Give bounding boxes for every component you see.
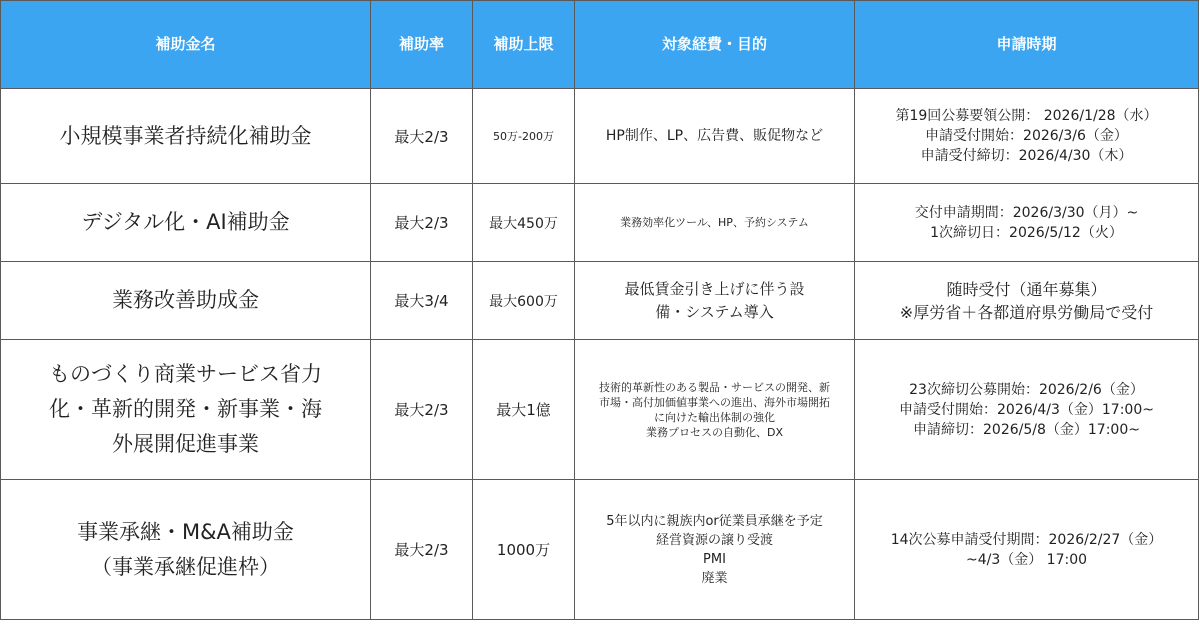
subsidy-purpose-line: 市場・高付加価値事業への進出、海外市場開拓 [599,395,830,409]
header-rate: 補助率 [371,1,473,89]
subsidy-purpose-line: 備・システム導入 [655,302,774,321]
subsidy-period-line: 1次締切日：2026/5/12（火） [930,224,1123,241]
subsidy-purpose-line: 技術的革新性のある製品・サービスの開発、新 [599,380,830,394]
subsidy-purpose-line: 業務効率化ツール、HP、予約システム [620,216,809,229]
subsidy-limit: 最大600万 [473,262,575,340]
subsidy-name-cell [1,480,371,620]
subsidy-name: （事業承継促進枠） [91,554,280,579]
subsidy-limit: 1000万 [473,480,575,620]
subsidy-rate: 最大2/3 [371,89,473,184]
subsidy-purpose-line: に向けた輸出体制の強化 [654,410,775,424]
subsidy-name: 小規模事業者持続化補助金 [59,123,312,148]
subsidy-purpose-line: 廃業 [701,570,728,586]
header-row [1,1,1199,89]
subsidy-rate: 最大2/3 [371,480,473,620]
subsidy-name: ものづくり商業サービス省力 [49,362,322,386]
subsidy-period-line: 第19回公募要領公開： 2026/1/28（水） [895,108,1158,124]
subsidy-purpose-cell [575,184,855,262]
table-row [1,184,1199,262]
subsidy-name-cell [1,262,371,340]
table-row [1,262,1199,340]
subsidy-purpose-line: PMI [703,551,726,567]
subsidy-name: 化・革新的開発・新事業・海 [49,397,322,421]
subsidy-name-cell [1,89,371,184]
table-row [1,480,1199,620]
subsidy-rate: 最大2/3 [371,184,473,262]
header-period: 申請時期 [855,1,1199,89]
subsidy-purpose-cell [575,340,855,480]
subsidy-period-line: 随時受付（通年募集） [946,279,1107,299]
subsidy-period-line: 交付申請期間：2026/3/30（月）~ [914,204,1139,221]
header-name: 補助金名 [1,1,371,89]
subsidy-period-line: 申請受付開始：2026/3/6（金） [925,128,1128,144]
subsidy-name: 事業承継・M&A補助金 [77,519,294,544]
subsidy-purpose-cell [575,89,855,184]
subsidy-purpose-line: 最低賃金引き上げに伴う設 [624,279,805,298]
subsidy-period-line: 申請受付締切：2026/4/30（木） [920,148,1133,164]
subsidy-limit: 最大450万 [473,184,575,262]
subsidy-name: 業務改善助成金 [112,288,259,312]
subsidy-purpose-line: HP制作、LP、広告費、販促物など [605,127,824,144]
subsidy-period-cell [855,262,1199,340]
subsidy-purpose-cell [575,480,855,620]
subsidy-name-cell [1,340,371,480]
subsidy-name: デジタル化・AI補助金 [81,210,290,234]
subsidy-purpose-line: 業務プロセスの自動化、DX [645,425,783,439]
subsidy-limit: 最大1億 [473,340,575,480]
subsidy-period-line: 14次公募申請受付期間：2026/2/27（金） [890,531,1163,548]
subsidy-period-line: 申請受付開始：2026/4/3（金）17:00~ [899,401,1154,418]
subsidy-period-line: 申請締切：2026/5/8（金）17:00~ [913,421,1140,438]
subsidy-purpose-cell [575,262,855,340]
subsidy-period-cell [855,184,1199,262]
subsidy-period-line: ~4/3（金） 17:00 [965,551,1088,568]
subsidy-period-cell [855,480,1199,620]
table-row [1,340,1199,480]
subsidy-period-line: 23次締切公募開始：2026/2/6（金） [909,381,1144,398]
subsidy-rate: 最大3/4 [371,262,473,340]
header-purpose: 対象経費・目的 [575,1,855,89]
subsidy-period-cell [855,340,1199,480]
subsidy-limit: 50万-200万 [473,89,575,184]
header-limit: 補助上限 [473,1,575,89]
subsidy-purpose-line: 経営資源の譲り受渡 [655,532,773,548]
subsidy-period-line: ※厚労省＋各都道府県労働局で受付 [899,302,1154,322]
subsidy-period-cell [855,89,1199,184]
subsidy-name: 外展開促進事業 [112,432,259,456]
table-row [1,89,1199,184]
subsidy-purpose-line: 5年以内に親族内or従業員承継を予定 [606,513,823,529]
subsidy-name-cell [1,184,371,262]
subsidy-rate: 最大2/3 [371,340,473,480]
